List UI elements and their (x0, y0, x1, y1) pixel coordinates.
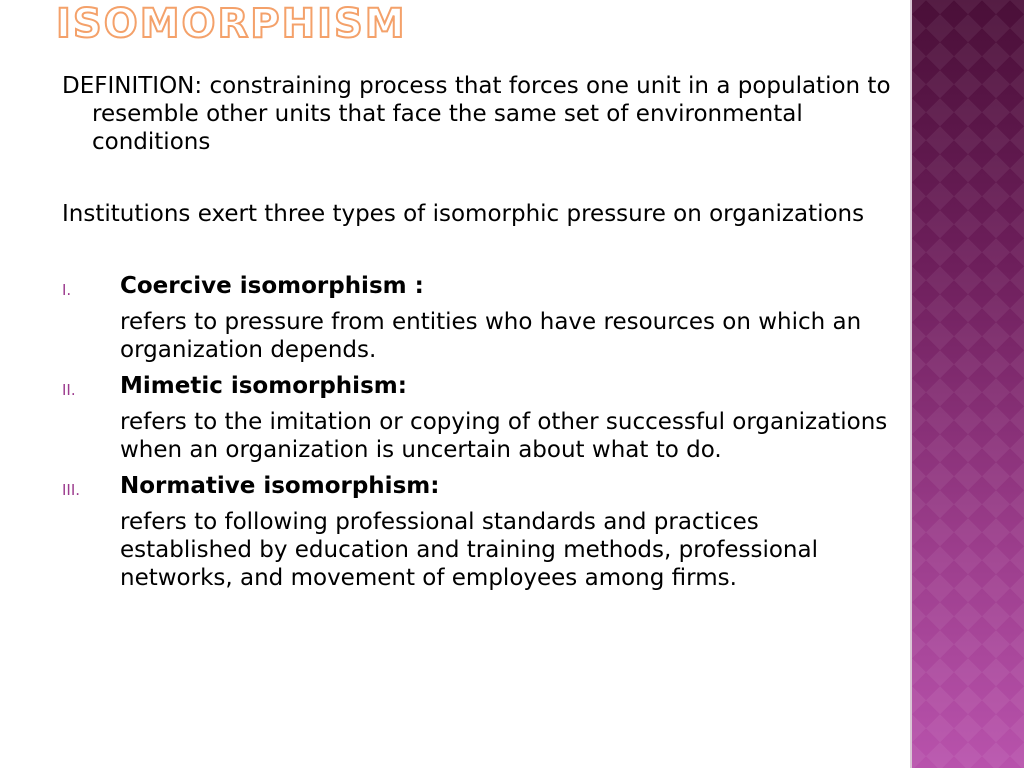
item-heading: Normative isomorphism: (120, 473, 440, 499)
item-heading: Coercive isomorphism : (120, 273, 424, 299)
slide-title: ISOMORPHISM (56, 1, 407, 47)
definition-paragraph: DEFINITION: constraining process that forces one unit in a population to resemble other units that face the same set of environmental conditions (62, 73, 891, 155)
intro-paragraph: Institutions exert three types of isomorphic pressure on organizations (62, 201, 865, 227)
decorative-side-band (912, 0, 1024, 768)
list-numeral: III. (62, 481, 81, 499)
item-description: refers to pressure from entities who have resources on which an organization depends. (120, 309, 862, 363)
list-numeral: II. (62, 381, 76, 399)
list-numeral: I. (62, 281, 72, 299)
item-heading: Mimetic isomorphism: (120, 373, 407, 399)
list-item (62, 372, 892, 464)
item-description: refers to the imitation or copying of other successful organizations when an organization is uncertain about what to do. (120, 409, 888, 463)
item-description: refers to following professional standards and practices established by education and training methods, professional networks, and movement of employees among firms. (120, 509, 818, 591)
slide-content (62, 72, 892, 600)
list-item (62, 472, 892, 592)
list-item (62, 272, 892, 364)
isomorphism-types-list (62, 272, 892, 592)
